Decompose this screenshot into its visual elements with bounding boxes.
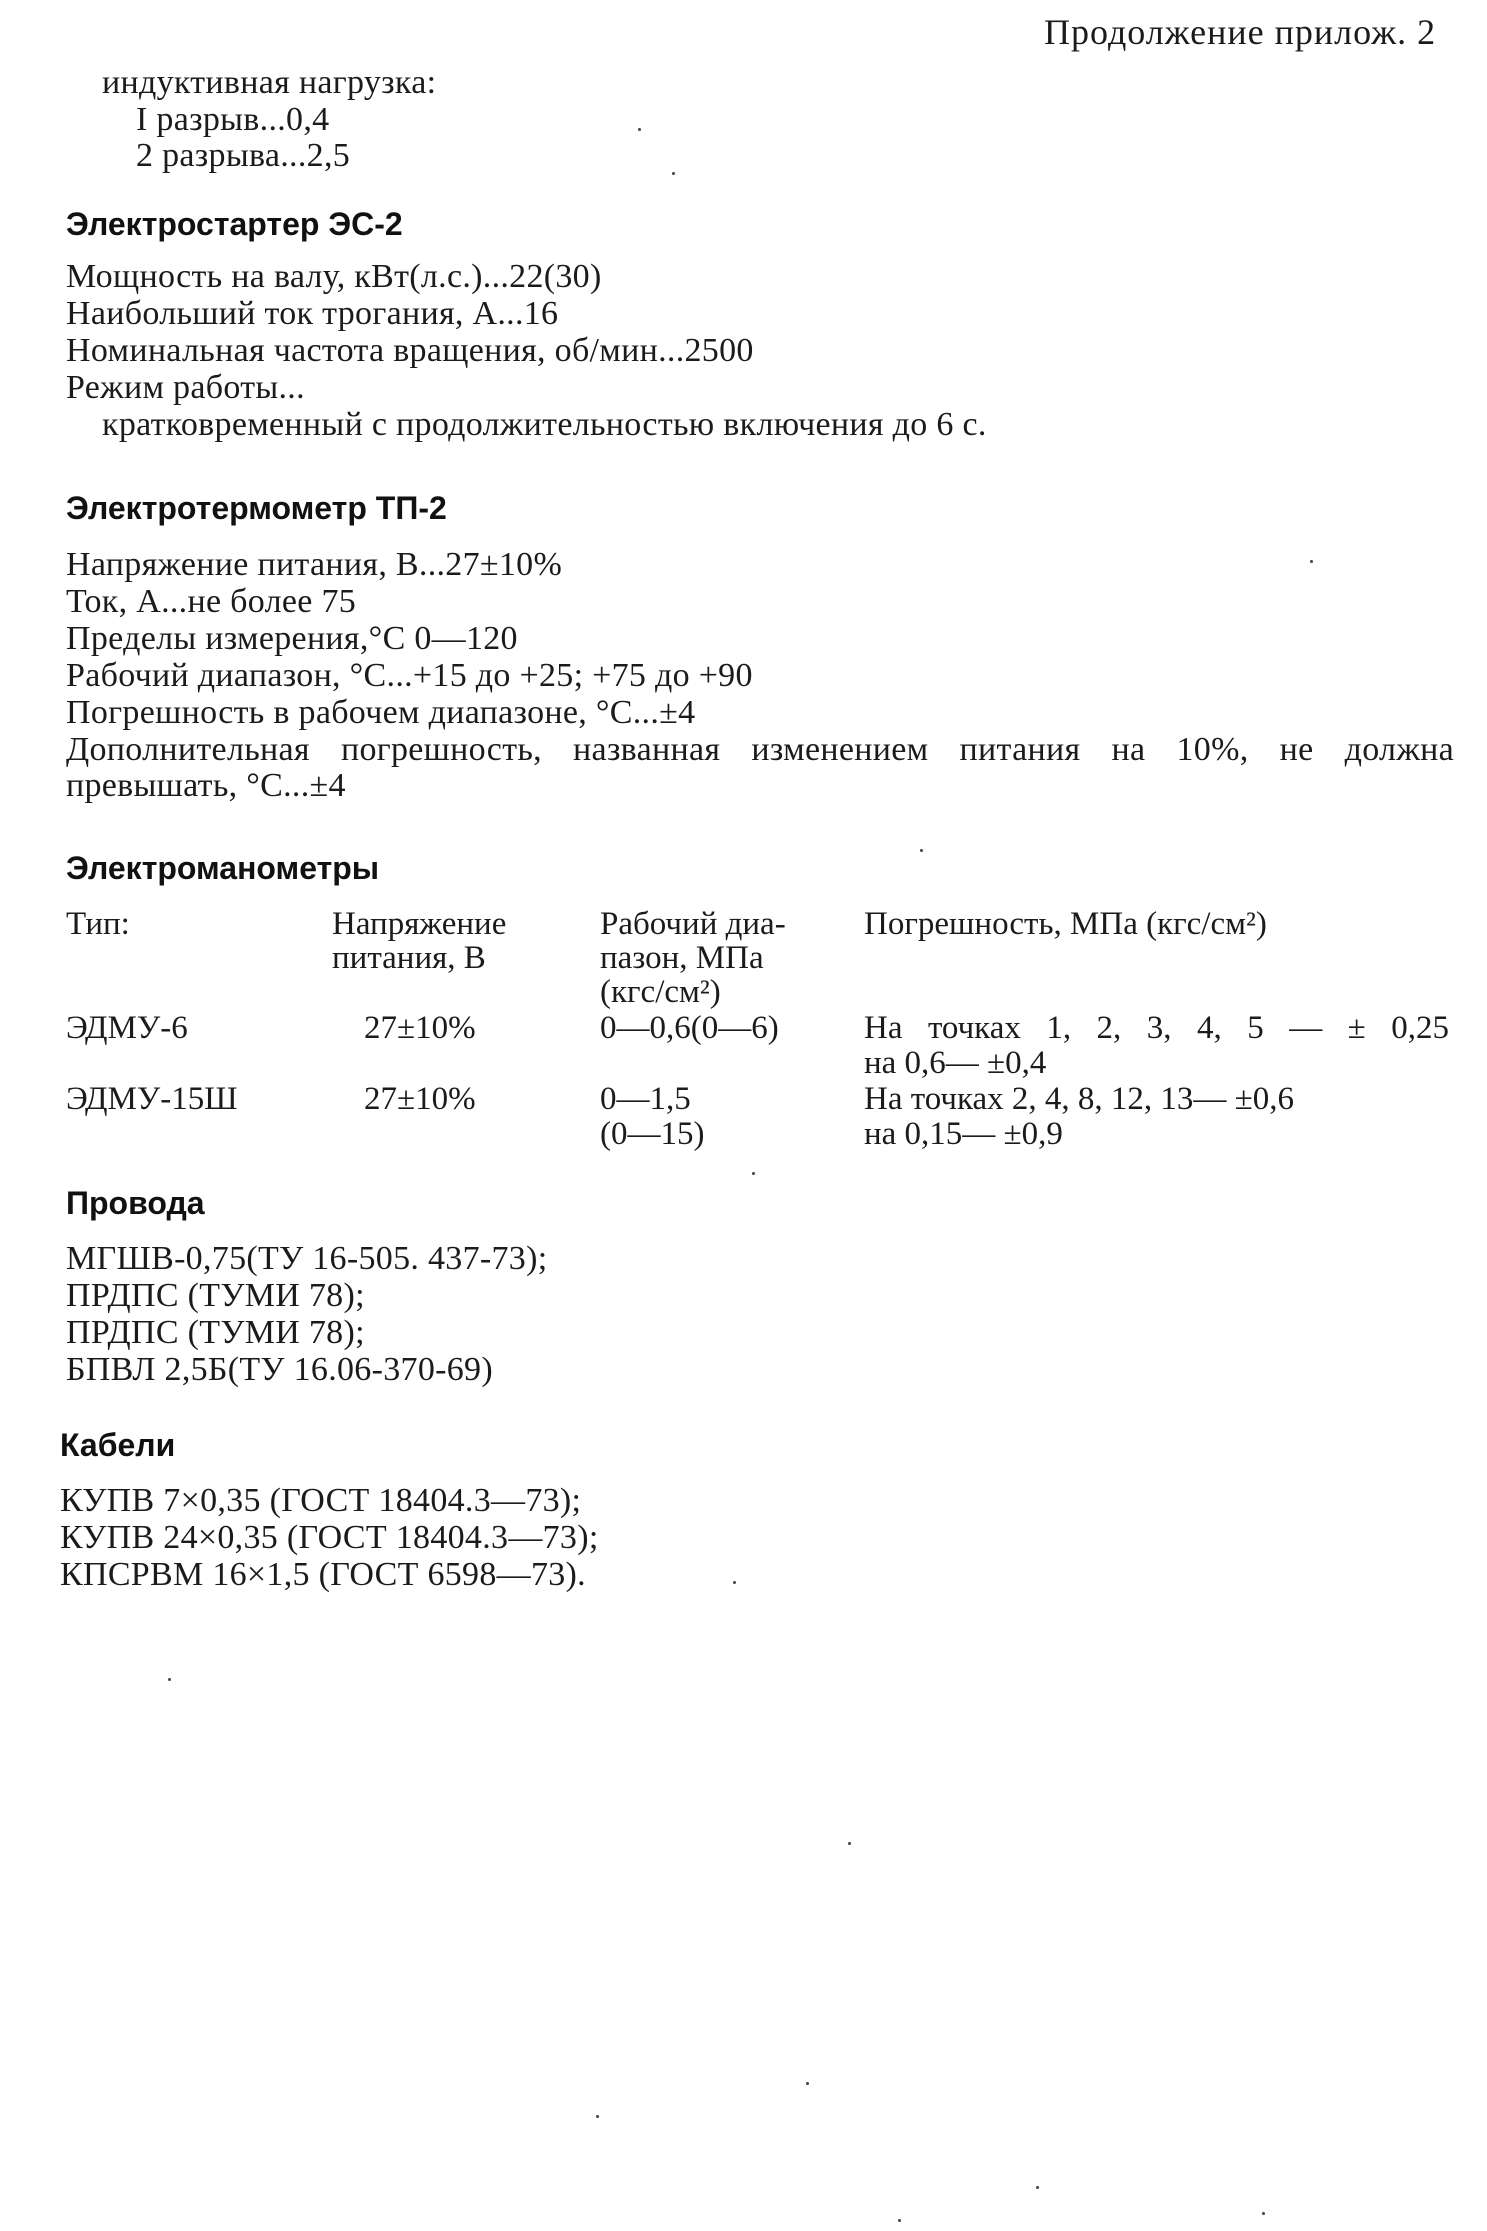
starter-mode-detail: кратковременный с продолжительностью включения до 6 с. xyxy=(102,406,987,443)
break-line-1: I разрыв...0,4 xyxy=(136,101,330,138)
scan-speck xyxy=(1310,560,1313,563)
thermometer-current: Ток, А...не более 75 xyxy=(66,583,357,620)
cable-item: КПСРВМ 16×1,5 (ГОСТ 6598—73). xyxy=(60,1556,586,1593)
thermometer-working-range: Рабочий диапазон, °С...+15 до +25; +75 до +90 xyxy=(66,657,753,694)
break-line-2: 2 разрыва...2,5 xyxy=(136,137,351,174)
starter-current: Наибольший ток трогания, А...16 xyxy=(66,295,559,332)
scan-speck xyxy=(638,128,641,131)
wire-item: ПРДПС (ТУМИ 78); xyxy=(66,1314,365,1351)
continuation-header: Продолжение прилож. 2 xyxy=(1044,12,1437,52)
scan-speck xyxy=(848,1842,851,1845)
row2-error: На точках 2, 4, 8, 12, 13— ±0,6 на 0,15— ±0,9 xyxy=(864,1081,1294,1152)
row1-voltage: 27±10% xyxy=(364,1010,476,1046)
starter-specs xyxy=(66,258,754,406)
row1-range: 0—0,6(0—6) xyxy=(600,1010,779,1046)
cable-item: КУПВ 7×0,35 (ГОСТ 18404.3—73); xyxy=(60,1482,582,1519)
starter-power: Мощность на валу, кВт(л.с.)...22(30) xyxy=(66,258,602,295)
scan-speck xyxy=(672,172,675,175)
scan-speck xyxy=(752,1172,755,1175)
cables-heading: Кабели xyxy=(60,1427,176,1463)
thermometer-range: Пределы измерения,°С 0—120 xyxy=(66,620,518,657)
starter-heading: Электростартер ЭС-2 xyxy=(66,206,403,242)
row1-error: На точках 1, 2, 3, 4, 5 — ± 0,25 на 0,6— ±0,4 xyxy=(864,1010,1449,1081)
wire-item: БПВЛ 2,5Б(ТУ 16.06-370-69) xyxy=(66,1351,493,1388)
starter-mode: Режим работы... xyxy=(66,369,305,406)
scan-speck xyxy=(168,1678,171,1681)
scan-speck xyxy=(1262,2212,1265,2215)
cable-item: КУПВ 24×0,35 (ГОСТ 18404.3—73); xyxy=(60,1519,599,1556)
thermometer-heading: Электротермометр ТП-2 xyxy=(66,490,447,526)
starter-speed: Номинальная частота вращения, об/мин...2500 xyxy=(66,332,754,369)
wire-item: ПРДПС (ТУМИ 78); xyxy=(66,1277,365,1314)
row2-type: ЭДМУ-15Ш xyxy=(66,1081,238,1117)
thermometer-error: Погрешность в рабочем диапазоне, °С...±4 xyxy=(66,694,696,731)
cables-list xyxy=(60,1482,599,1593)
thermometer-extra-error-line1: Дополнительная погрешность, названная изменением питания на 10%, не должна xyxy=(66,731,1454,768)
col-header-voltage: Напряжение питания, В xyxy=(332,906,507,976)
scan-speck xyxy=(733,1581,736,1584)
col-header-range: Рабочий диа- пазон, МПа (кгс/см²) xyxy=(600,906,786,1010)
wire-item: МГШВ-0,75(ТУ 16-505. 437-73); xyxy=(66,1240,548,1277)
scan-speck xyxy=(920,849,923,852)
col-header-type: Тип: xyxy=(66,906,130,942)
wires-list xyxy=(66,1240,547,1388)
row2-range: 0—1,5 (0—15) xyxy=(600,1081,705,1152)
thermometer-voltage: Напряжение питания, В...27±10% xyxy=(66,546,563,583)
scan-speck xyxy=(806,2082,809,2085)
thermometer-extra-error-line2: превышать, °С...±4 xyxy=(66,767,346,804)
row1-type: ЭДМУ-6 xyxy=(66,1010,188,1046)
inductive-load-title: индуктивная нагрузка: xyxy=(102,64,437,101)
manometers-heading: Электроманометры xyxy=(66,850,380,886)
scan-speck xyxy=(596,2115,599,2118)
thermometer-specs xyxy=(66,546,753,731)
wires-heading: Провода xyxy=(66,1185,205,1221)
row2-voltage: 27±10% xyxy=(364,1081,476,1117)
scan-speck xyxy=(898,2219,901,2222)
col-header-error: Погрешность, МПа (кгс/см²) xyxy=(864,906,1267,942)
scan-speck xyxy=(1036,2186,1039,2189)
